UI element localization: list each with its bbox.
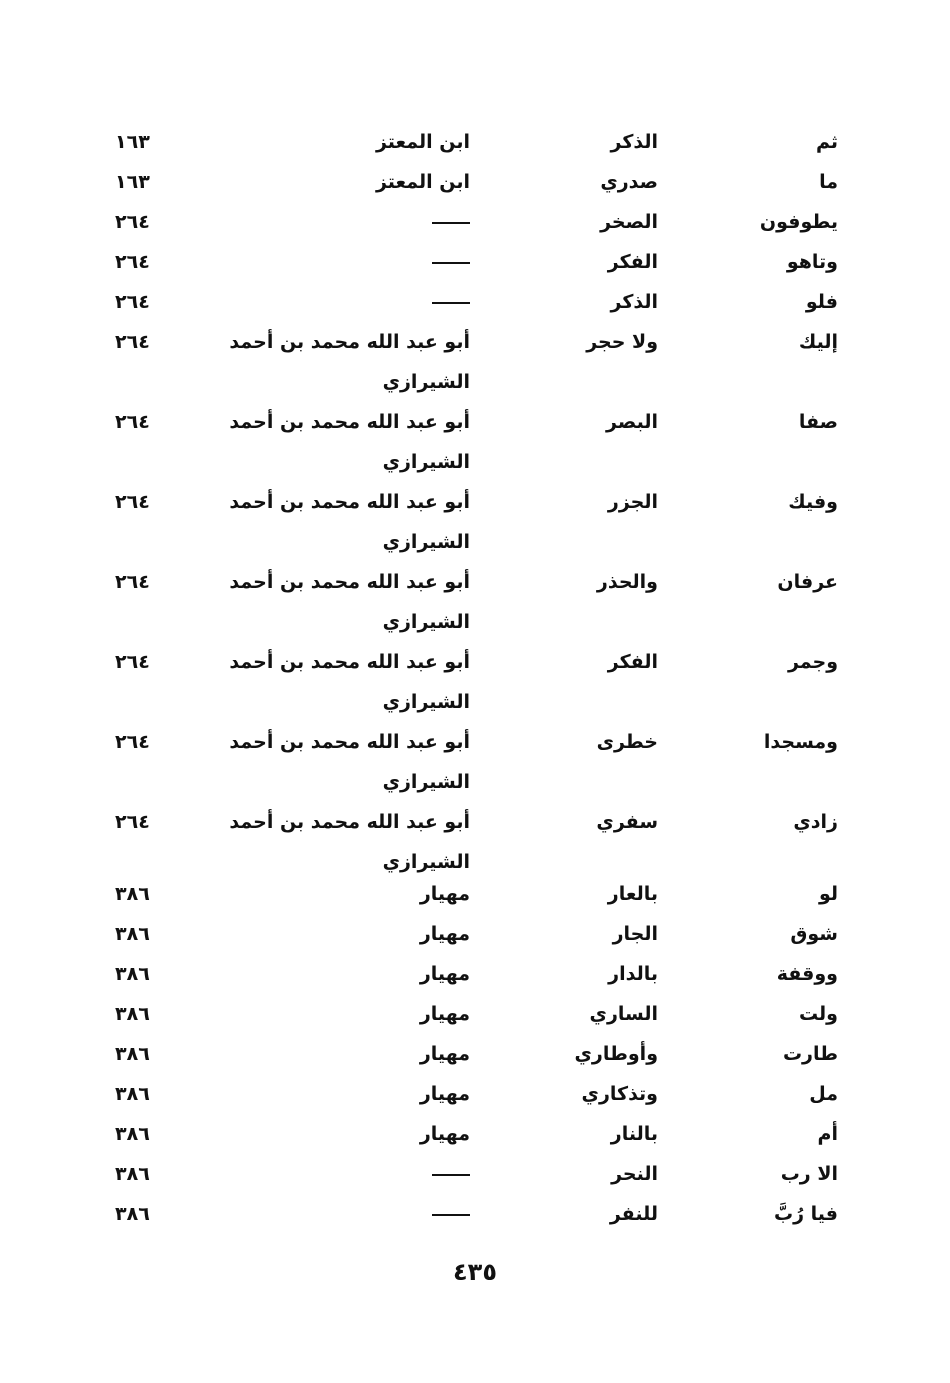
rhyme-word: صدري [600,171,658,193]
poet-name-continuation: الشيرازي [382,691,470,713]
rhyme-word: سفري [596,811,658,833]
verse-first-word: طارت [782,1043,838,1065]
table-row [0,128,950,164]
poet-name-continuation: الشيرازي [382,851,470,873]
dash-line [432,222,470,224]
verse-first-word: زادي [793,811,838,833]
verse-first-word: يطوفون [759,211,838,233]
poet-name: أبو عبد الله محمد بن أحمد [229,731,470,753]
page-reference: ٣٨٦ [115,883,150,905]
table-row [0,808,950,873]
poet-name-continuation: الشيرازي [382,531,470,553]
table-row [0,1200,950,1236]
page-reference: ٢٦٤ [115,731,150,753]
table-row [0,568,950,633]
poet-unknown-dash [432,1160,470,1188]
poet-name-continuation: الشيرازي [382,771,470,793]
page-reference: ٢٦٤ [115,411,150,433]
poet-name: مهيار [419,1043,470,1065]
verse-first-word: أم [817,1123,838,1145]
rhyme-word: الذكر [610,131,658,153]
verse-first-word: فيا رُبَّ [774,1203,838,1225]
poet-name: أبو عبد الله محمد بن أحمد [229,571,470,593]
rhyme-word: بالدار [608,963,658,985]
verse-first-word: لو [818,883,838,905]
rhyme-word: ولا حجر [586,331,658,353]
page-reference: ٣٨٦ [115,1203,150,1225]
rhyme-word: الذكر [610,291,658,313]
page-reference: ٢٦٤ [115,291,150,313]
rhyme-word: وأوطاري [574,1043,658,1065]
verse-first-word: ولت [798,1003,838,1025]
verse-first-word: صفا [798,411,838,433]
poet-unknown-dash [432,208,470,236]
dash-line [432,1214,470,1216]
rhyme-word: وتذكاري [581,1083,658,1105]
poet-name: مهيار [419,963,470,985]
rhyme-word: للنفر [609,1203,658,1225]
verse-first-word: مل [809,1083,838,1105]
verse-first-word: عرفان [777,571,838,593]
rhyme-word: خطرى [596,731,658,753]
page-reference: ٣٨٦ [115,1003,150,1025]
poet-unknown-dash [432,288,470,316]
page-reference: ٢٦٤ [115,251,150,273]
rhyme-word: الجزر [607,491,658,513]
page-reference: ٣٨٦ [115,1163,150,1185]
page-reference: ٣٨٦ [115,1083,150,1105]
page-reference: ٢٦٤ [115,211,150,233]
table-row [0,208,950,244]
dash-line [432,262,470,264]
rhyme-word: البصر [606,411,658,433]
page-reference: ٢٦٤ [115,571,150,593]
poet-name: مهيار [419,1083,470,1105]
poet-name: أبو عبد الله محمد بن أحمد [229,491,470,513]
page-reference: ٢٦٤ [115,651,150,673]
poet-name: ابن المعتز [375,171,470,193]
dash-line [432,1174,470,1176]
rhyme-word: الصخر [600,211,658,233]
verse-first-word: ما [819,171,838,193]
table-row [0,488,950,553]
rhyme-word: بالعار [607,883,658,905]
verse-first-word: فلو [805,291,838,313]
table-row [0,408,950,473]
rhyme-word: النحر [611,1163,658,1185]
poet-name: ابن المعتز [375,131,470,153]
rhyme-word: والحذر [596,571,658,593]
rhyme-word: الساري [589,1003,658,1025]
poet-name: مهيار [419,923,470,945]
rhyme-word: الجار [612,923,658,945]
verse-first-word: ووقفة [776,963,838,985]
page-reference: ٣٨٦ [115,963,150,985]
page-reference: ١٦٣ [115,171,150,193]
verse-first-word: الا رب [780,1163,838,1185]
table-row [0,880,950,916]
poet-name: أبو عبد الله محمد بن أحمد [229,651,470,673]
poet-name: مهيار [419,883,470,905]
page-reference: ١٦٣ [115,131,150,153]
verse-first-word: وفيك [788,491,838,513]
rhyme-word: الفكر [607,251,658,273]
table-row [0,920,950,956]
poet-name-continuation: الشيرازي [382,371,470,393]
table-row [0,1080,950,1116]
table-row [0,1040,950,1076]
table-row [0,960,950,996]
poet-name: مهيار [419,1123,470,1145]
poet-name: مهيار [419,1003,470,1025]
rhyme-word: الفكر [607,651,658,673]
dash-line [432,302,470,304]
table-row [0,648,950,713]
page-reference: ٣٨٦ [115,923,150,945]
page-reference: ٢٦٤ [115,491,150,513]
table-row [0,1120,950,1156]
poet-name: أبو عبد الله محمد بن أحمد [229,411,470,433]
poet-name-continuation: الشيرازي [382,611,470,633]
page-reference: ٣٨٦ [115,1123,150,1145]
poet-name: أبو عبد الله محمد بن أحمد [229,811,470,833]
page-number: ٤٣٥ [453,1258,497,1286]
verse-first-word: ومسجدا [763,731,838,753]
table-row [0,728,950,793]
page-reference: ٢٦٤ [115,811,150,833]
verse-first-word: إليك [798,331,838,353]
table-row [0,288,950,324]
verse-first-word: وجمر [787,651,838,673]
verse-first-word: شوق [790,923,838,945]
poet-name: أبو عبد الله محمد بن أحمد [229,331,470,353]
poet-name-continuation: الشيرازي [382,451,470,473]
table-row [0,1160,950,1196]
table-row [0,328,950,393]
table-row [0,248,950,284]
rhyme-word: بالنار [610,1123,658,1145]
poet-unknown-dash [432,248,470,276]
poet-unknown-dash [432,1200,470,1228]
table-row [0,1000,950,1036]
page-reference: ٣٨٦ [115,1043,150,1065]
verse-first-word: وتاهو [786,251,838,273]
verse-first-word: ثم [815,131,838,153]
table-row [0,168,950,204]
page-reference: ٢٦٤ [115,331,150,353]
